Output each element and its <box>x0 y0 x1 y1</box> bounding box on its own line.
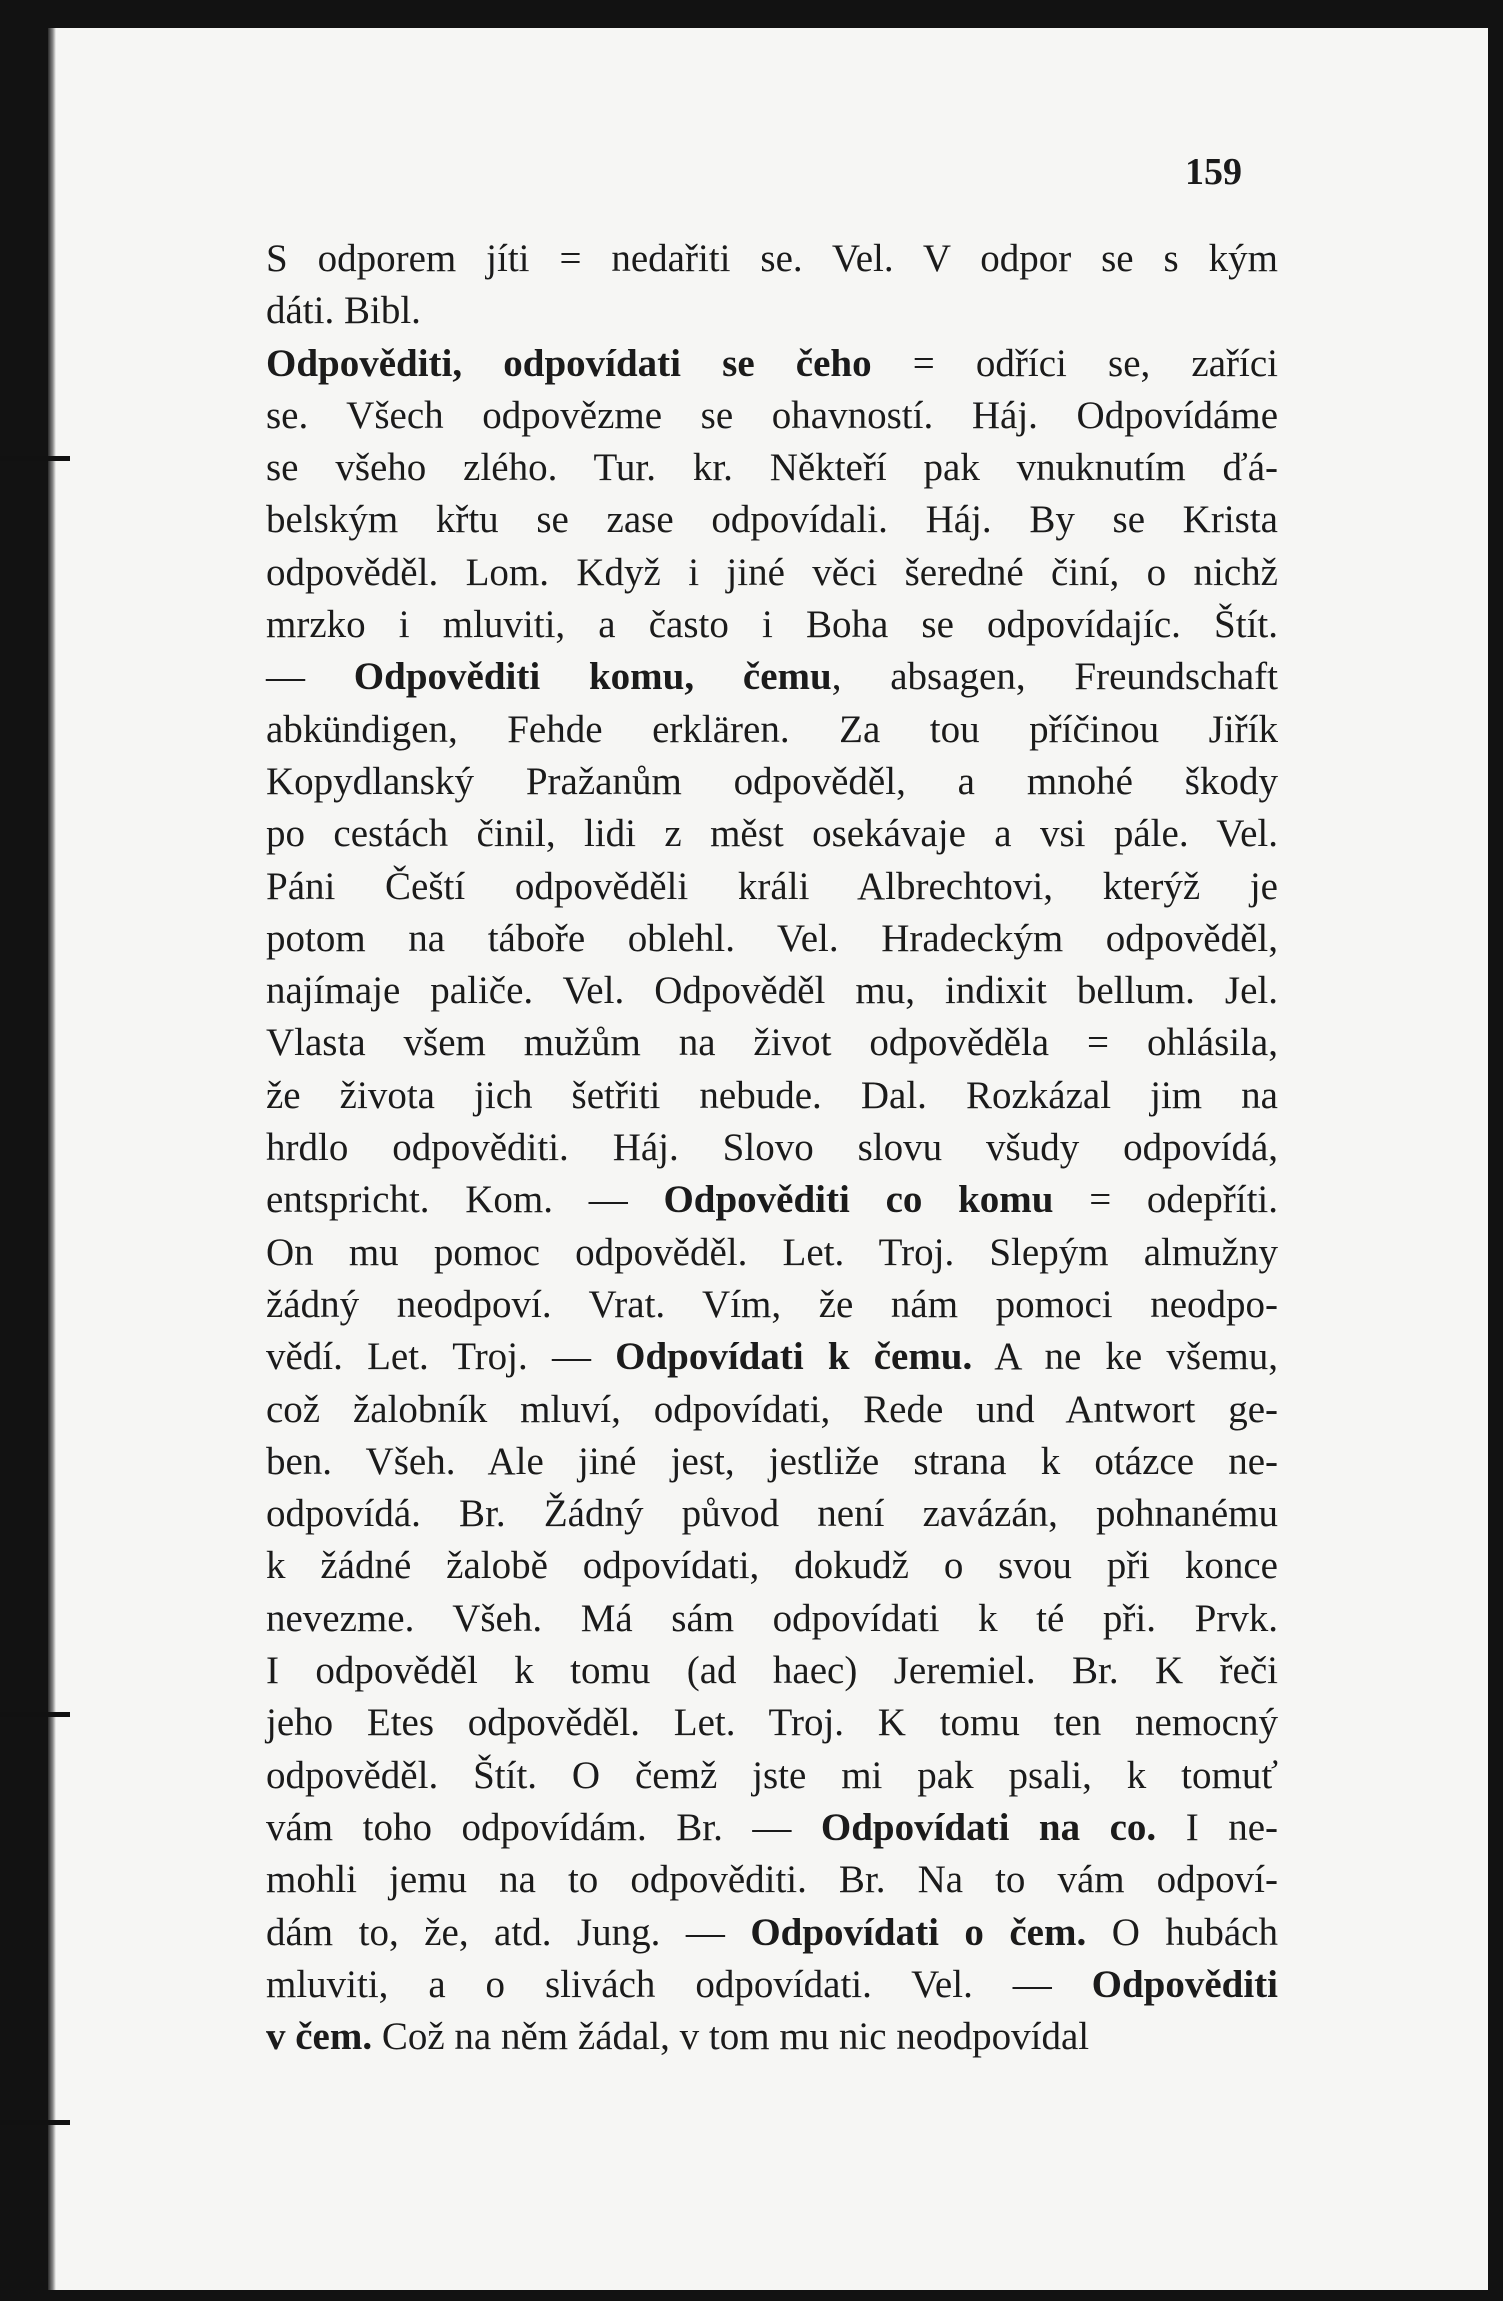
headword: Odpověditi komu, čemu <box>353 655 832 699</box>
text-segment: k žádné žalobě odpovídati, dokudž o svou při konce <box>266 1544 1278 1588</box>
text-line <box>266 1750 1278 1802</box>
text-segment: I ne- <box>1156 1805 1278 1849</box>
text-line <box>266 442 1278 494</box>
text-line <box>266 390 1278 442</box>
headword: Odpověditi <box>1091 1962 1278 2006</box>
text-line <box>266 1854 1278 1906</box>
text-segment: že života jich šetřiti nebude. Dal. Rozkázal jim na <box>266 1073 1278 1117</box>
headword: Odpověditi, odpovídati se čeho <box>266 341 872 385</box>
text-segment: odpovídá. Br. Žádný původ není zavázán, pohnanému <box>266 1492 1278 1536</box>
text-segment: odpověděl. Štít. O čemž jste mi pak psali, k tomuť <box>266 1753 1278 1797</box>
headword: Odpovídati o čem. <box>750 1910 1087 1954</box>
text-segment: belským křtu se zase odpovídali. Háj. By se Krista <box>266 498 1278 542</box>
text-segment: abkündigen, Fehde erklären. Za tou příčinou Jiřík <box>266 707 1278 751</box>
text-segment: , absagen, Freundschaft <box>831 655 1278 699</box>
text-segment: potom na táboře oblehl. Vel. Hradeckým odpověděl, <box>266 916 1278 960</box>
text-segment: se. Všech odpovězme se ohavností. Háj. Odpovídáme <box>266 393 1278 437</box>
headword: v čem. <box>266 2015 373 2059</box>
text-segment: mohli jemu na to odpověditi. Br. Na to vám odpoví- <box>266 1858 1278 1902</box>
text-segment: — <box>266 655 354 699</box>
text-segment: Páni Čeští odpověděli králi Albrechtovi, kterýž je <box>266 864 1278 908</box>
text-segment: dám to, že, atd. Jung. — <box>266 1910 751 1954</box>
text-line <box>266 599 1278 651</box>
text-segment: žádný neodpoví. Vrat. Vím, že nám pomoci neodpo- <box>266 1282 1278 1326</box>
text-segment: po cestách činil, lidi z měst osekávaje a vsi pále. Vel. <box>266 812 1278 856</box>
text-segment: mluviti, a o slivách odpovídati. Vel. — <box>266 1962 1092 2006</box>
text-segment: On mu pomoc odpověděl. Let. Troj. Slepým almužny <box>266 1230 1278 1274</box>
text-line <box>266 1174 1278 1226</box>
dictionary-entry-text <box>266 233 1278 2063</box>
text-line <box>266 1436 1278 1488</box>
headword: Odpovídati k čemu. <box>615 1335 973 1379</box>
text-segment: I odpověděl k tomu (ad haec) Jeremiel. Br. K řeči <box>266 1649 1278 1693</box>
text-segment: odpověděl. Lom. Když i jiné věci šeredné činí, o nichž <box>266 550 1278 594</box>
text-line <box>266 1959 1278 2011</box>
registration-mark <box>0 1712 70 1717</box>
text-segment: Což na něm žádal, v tom mu nic neodpovídal <box>372 2015 1090 2059</box>
text-line <box>266 285 1278 337</box>
headword: Odpověditi co komu <box>663 1178 1054 1222</box>
text-segment: se všeho zlého. Tur. kr. Někteří pak vnuknutím ďá- <box>266 446 1278 490</box>
text-line <box>266 1697 1278 1749</box>
text-segment: vědí. Let. Troj. — <box>266 1335 616 1379</box>
text-line <box>266 1331 1278 1383</box>
text-line <box>266 1070 1278 1122</box>
text-line <box>266 913 1278 965</box>
text-segment: Vlasta všem mužům na život odpověděla = ohlásila, <box>266 1021 1278 1065</box>
text-segment: ben. Všeh. Ale jiné jest, jestliže strana k otázce ne- <box>266 1439 1278 1483</box>
binding-shadow <box>48 28 56 2290</box>
registration-mark <box>0 2120 70 2125</box>
text-line <box>266 1802 1278 1854</box>
text-line <box>266 1227 1278 1279</box>
text-segment: S odporem jíti = nedařiti se. Vel. V odpor se s kým <box>266 237 1278 280</box>
text-line <box>266 808 1278 860</box>
text-line <box>266 1488 1278 1540</box>
text-line <box>266 1907 1278 1959</box>
text-line <box>266 233 1278 285</box>
text-segment: vám toho odpovídám. Br. — <box>266 1805 821 1849</box>
text-segment: Kopydlanský Pražanům odpověděl, a mnohé škody <box>266 759 1278 803</box>
text-line <box>266 704 1278 756</box>
text-line <box>266 1017 1278 1069</box>
text-line <box>266 1279 1278 1331</box>
page-number: 159 <box>1185 151 1242 193</box>
text-line <box>266 338 1278 390</box>
text-line <box>266 651 1278 703</box>
text-line <box>266 1384 1278 1436</box>
text-segment: A ne ke všemu, <box>972 1335 1278 1379</box>
text-segment: nevezme. Všeh. Má sám odpovídati k té při. Prvk. <box>266 1596 1278 1640</box>
text-segment: najímaje paliče. Vel. Odpověděl mu, indixit bellum. Jel. <box>266 969 1278 1013</box>
registration-mark <box>0 456 70 461</box>
text-segment: = odříci se, zaříci <box>871 341 1278 385</box>
text-segment: jeho Etes odpověděl. Let. Troj. K tomu ten nemocný <box>266 1701 1278 1745</box>
text-line <box>266 1122 1278 1174</box>
text-segment: = odepříti. <box>1053 1178 1278 1222</box>
text-segment: dáti. Bibl. <box>266 289 421 333</box>
text-line <box>266 861 1278 913</box>
text-line <box>266 547 1278 599</box>
text-segment: mrzko i mluviti, a často i Boha se odpovídajíc. Štít. <box>266 603 1278 647</box>
text-line <box>266 965 1278 1017</box>
text-line <box>266 1593 1278 1645</box>
text-segment: hrdlo odpověditi. Háj. Slovo slovu všudy odpovídá, <box>266 1126 1278 1170</box>
text-line <box>266 1540 1278 1592</box>
text-segment: O hubách <box>1086 1910 1278 1954</box>
text-line <box>266 494 1278 546</box>
text-segment: což žalobník mluví, odpovídati, Rede und Antwort ge- <box>266 1387 1278 1431</box>
text-line <box>266 756 1278 808</box>
text-line <box>266 1645 1278 1697</box>
headword: Odpovídati na co. <box>820 1805 1157 1849</box>
text-line <box>266 2011 1278 2063</box>
text-segment: entspricht. Kom. — <box>266 1178 664 1222</box>
